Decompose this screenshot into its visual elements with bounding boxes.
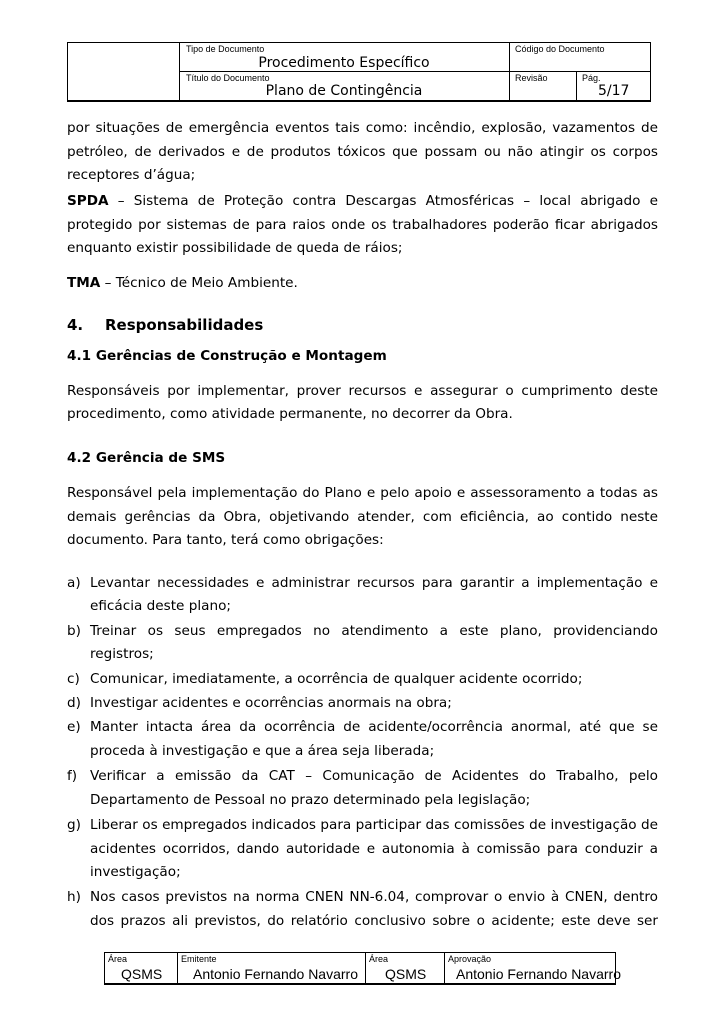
doc-title-value: Plano de Contingência: [265, 83, 423, 99]
subsection-heading-4-2: 4.2 Gerência de SMS: [67, 450, 226, 466]
list-marker: e): [67, 719, 81, 735]
definition-spda: [67, 193, 658, 210]
approval-label: Aprovação: [448, 954, 492, 964]
doc-title-label: Título do Documento: [186, 73, 270, 83]
body-line: Responsável pela implementação do Plano e pelo apoio e assessoramento a todas as: [67, 485, 658, 501]
list-marker: d): [67, 695, 81, 711]
doc-type-label: Tipo de Documento: [186, 44, 265, 54]
list-text: Treinar os seus empregados no atendimento a este plano, providenciando: [90, 623, 658, 639]
list-item: [67, 623, 658, 640]
list-text: Levantar necessidades e administrar recursos para garantir a implementação e: [90, 575, 658, 591]
area-value: QSMS: [121, 966, 163, 982]
body-line: demais gerências da Obra, objetivando atender, com eficiência, ao contido neste: [67, 509, 658, 525]
list-item: [67, 768, 658, 785]
body-line: procedimento, como atividade permanente, no decorrer da Obra.: [67, 406, 513, 422]
page-number: 5/17: [598, 83, 630, 99]
list-item-continuation: Departamento de Pessoal no prazo determinado pela legislação;: [90, 792, 531, 808]
section-heading: [67, 316, 263, 334]
list-text: Liberar os empregados indicados para participar das comissões de investigação de: [90, 817, 658, 833]
tma-text: – Técnico de Meio Ambiente.: [100, 275, 298, 291]
header-divider: [576, 71, 577, 100]
body-line: receptores d’água;: [67, 167, 196, 183]
list-text: Verificar a emissão da CAT – Comunicação de Acidentes do Trabalho, pelo: [90, 768, 658, 784]
list-item-continuation: acidentes ocorridos, dando autoridade e autonomia à comissão para conduzir a: [90, 841, 658, 857]
list-item: [67, 695, 658, 712]
body-line: protegido por sistemas de para raios onde os trabalhadores poderão ficar abrigados: [67, 217, 658, 233]
list-text: Comunicar, imediatamente, a ocorrência de qualquer acidente ocorrido;: [90, 671, 583, 687]
list-marker: c): [67, 671, 80, 687]
doc-code-label: Código do Documento: [515, 44, 605, 54]
list-marker: a): [67, 575, 81, 591]
tma-term: TMA: [67, 275, 101, 291]
footer-divider: [444, 953, 445, 983]
area-label: Área: [108, 954, 128, 964]
list-marker: b): [67, 623, 81, 639]
section-title: Responsabilidades: [105, 316, 264, 334]
list-marker: h): [67, 889, 81, 905]
document-header: [67, 42, 651, 102]
footer-divider: [177, 953, 178, 983]
list-item-continuation: eficácia deste plano;: [90, 598, 231, 614]
spda-term: SPDA: [67, 193, 109, 209]
subsection-heading-4-1: 4.1 Gerências de Construção e Montagem: [67, 348, 387, 364]
header-divider: [179, 71, 650, 72]
document-footer: [104, 952, 621, 985]
list-item-continuation: dos prazos ali previstos, do relatório conclusivo sobre o acidente; este deve ser: [90, 913, 658, 929]
area-value: QSMS: [385, 966, 427, 982]
list-text: Investigar acidentes e ocorrências anormais na obra;: [90, 695, 452, 711]
doc-type-value: Procedimento Específico: [258, 55, 430, 71]
list-marker: g): [67, 817, 81, 833]
list-item: [67, 817, 658, 834]
issuer-label: Emitente: [181, 954, 217, 964]
area-label: Área: [369, 954, 389, 964]
list-text: Nos casos previstos na norma CNEN NN-6.04, comprovar o envio à CNEN, dentro: [90, 889, 658, 905]
body-line: documento. Para tanto, terá como obrigações:: [67, 532, 384, 548]
body-line: Responsáveis por implementar, prover recursos e assegurar o cumprimento deste: [67, 383, 658, 399]
revision-label: Revisão: [515, 73, 548, 83]
list-item: [67, 575, 658, 592]
body-line: por situações de emergência eventos tais como: incêndio, explosão, vazamentos de: [67, 120, 658, 136]
list-item-continuation: registros;: [90, 646, 154, 662]
list-marker: f): [67, 768, 78, 784]
footer-divider: [365, 953, 366, 983]
section-number: 4.: [67, 316, 84, 334]
spda-text: – Sistema de Proteção contra Descargas Atmosféricas – local abrigado e: [108, 193, 658, 209]
list-item-continuation: investigação;: [90, 864, 181, 880]
issuer-value: Antonio Fernando Navarro: [193, 966, 358, 982]
page-label: Pág.: [582, 73, 601, 83]
list-item-continuation: proceda à investigação e que a área seja liberada;: [90, 743, 435, 759]
approval-value: Antonio Fernando Navarro: [456, 966, 621, 982]
body-line: enquanto existir possibilidade de queda de ráios;: [67, 240, 403, 256]
definition-tma: [67, 275, 658, 292]
list-item: [67, 889, 658, 906]
list-item: [67, 719, 658, 736]
body-line: petróleo, de derivados e de produtos tóxicos que possam ou não atingir os corpos: [67, 144, 658, 160]
list-text: Manter intacta área da ocorrência de acidente/ocorrência anormal, até que se: [90, 719, 658, 735]
list-item: [67, 671, 658, 688]
